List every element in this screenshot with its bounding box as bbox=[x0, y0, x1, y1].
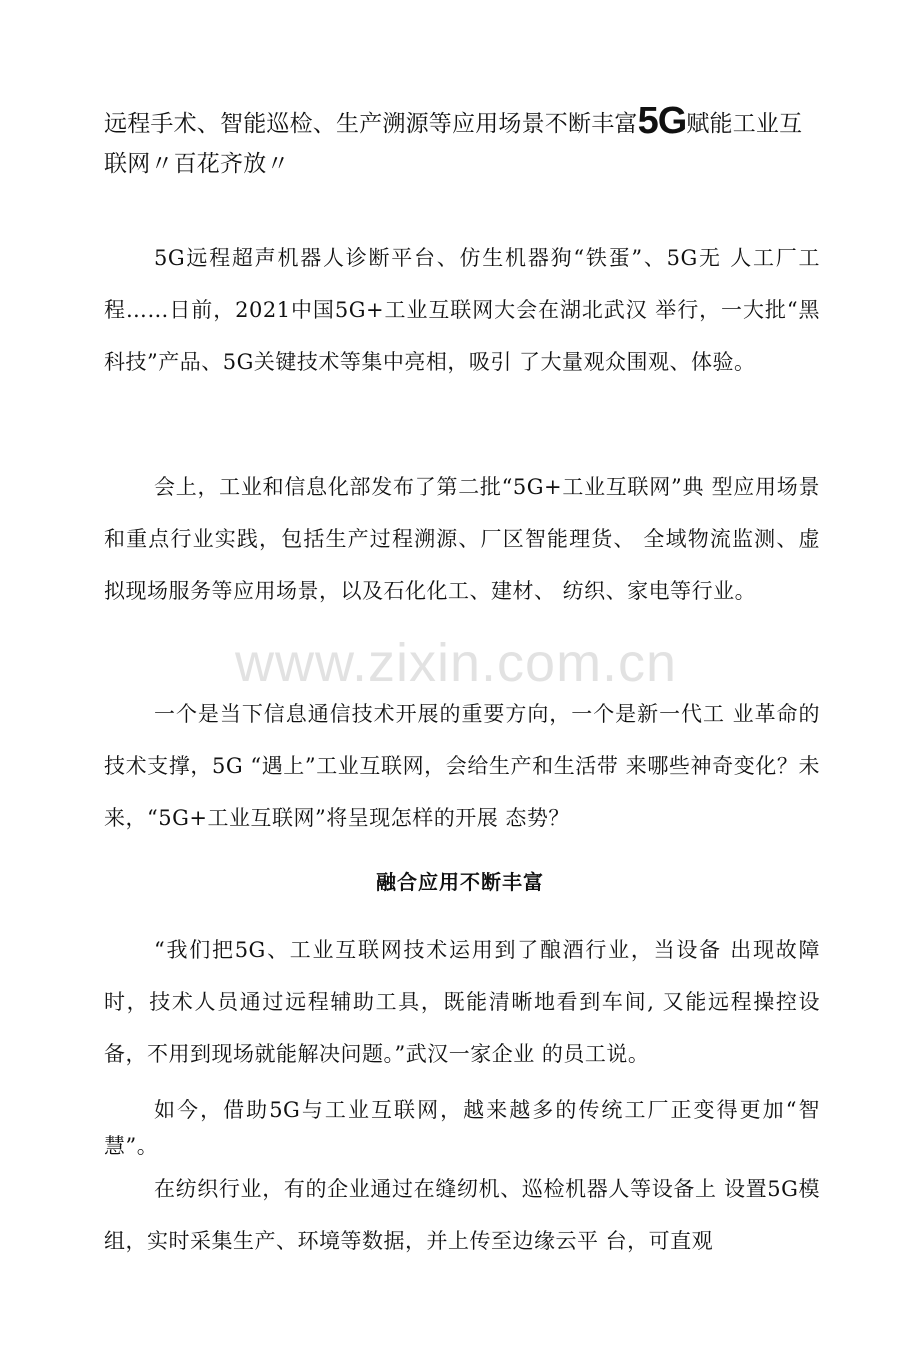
paragraph-1: 5G远程超声机器人诊断平台、仿生机器狗“铁蛋”、5G无 人工厂工程……日前，2021中国5G+工业互联网大会在湖北武汉 举行，一大批“黑科技”产品、5G关键技术等集中亮相，吸引 了大量观众围观、体验。 bbox=[104, 246, 820, 374]
title-text-part2: 赋能工业互联网〃百花齐放〃 bbox=[104, 110, 803, 176]
title-text-part1: 远程手术、智能巡检、生产溯源等应用场景不断丰富 bbox=[104, 110, 638, 136]
section-heading: 融合应用不断丰富 bbox=[376, 870, 544, 894]
section-paragraph-2: 如今，借助5G与工业互联网，越来越多的传统工厂正变得更加“智慧”。 bbox=[104, 1098, 820, 1158]
paragraph-2: 会上，工业和信息化部发布了第二批“5G+工业互联网”典 型应用场景和重点行业实践，包括生产过程溯源、厂区智能理货、 全域物流监测、虚拟现场服务等应用场景，以及石化化工、建材、 纺织、家电等行业。 bbox=[104, 475, 820, 603]
section-paragraph-1: “我们把5G、工业互联网技术运用到了酿酒行业，当设备 出现故障时，技术人员通过远程辅助工具，既能清晰地看到车间, 又能远程操控设备，不用到现场就能解决问题。”武汉一家企业 的员工说。 bbox=[104, 938, 820, 1066]
paragraph-3: 一个是当下信息通信技术开展的重要方向，一个是新一代工 业革命的技术支撑，5G “遇上”工业互联网，会给生产和生活带 来哪些神奇变化？未来，“5G+工业互联网”将呈现怎样的开展 态势？ bbox=[104, 702, 820, 830]
watermark: www.zixin.com.cn bbox=[235, 633, 678, 693]
section-paragraph-3: 在纺织行业，有的企业通过在缝纫机、巡检机器人等设备上 设置5G模组，实时采集生产、环境等数据，并上传至边缘云平 台，可直观 bbox=[104, 1177, 820, 1253]
document-title bbox=[104, 100, 820, 183]
title-5g-emphasis: 5G bbox=[637, 100, 687, 142]
